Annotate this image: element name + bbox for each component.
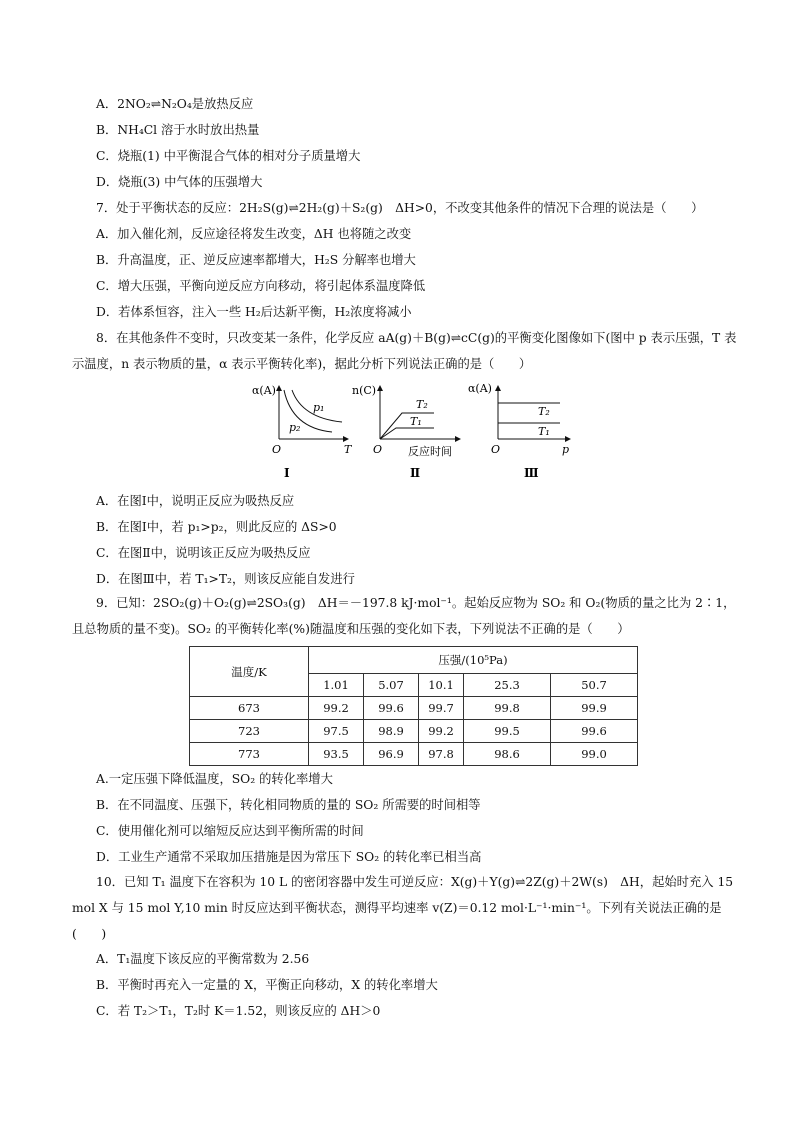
q7-stem: 7．处于平衡状态的反应：2H₂S(g)⇌2H₂(g)＋S₂(g) ΔH>0，不改变其他条件的情况下合理的说法是（ ） — [96, 201, 704, 215]
q9-option-b: B．在不同温度、压强下，转化相同物质的量的 SO₂ 所需要的时间相等 — [96, 798, 481, 812]
graph-1-label-p1: p₁ — [313, 401, 325, 414]
table-cell: 99.7 — [419, 697, 464, 720]
table-cell: 99.6 — [364, 697, 419, 720]
graph-2-ylabel: n(C) — [352, 384, 377, 397]
table-pressure-col: 10.1 — [419, 674, 464, 697]
graph-2-caption: Ⅱ — [410, 466, 421, 478]
table-cell: 97.5 — [309, 720, 364, 743]
graph-1-caption: Ⅰ — [284, 466, 290, 478]
table-cell: 97.8 — [419, 743, 464, 766]
q7-option-d: D．若体系恒容，注入一些 H₂后达新平衡，H₂浓度将减小 — [96, 305, 412, 319]
graph-1-ylabel: α(A) — [252, 384, 276, 397]
table-cell-temp: 773 — [190, 743, 309, 766]
table-pressure-col: 25.3 — [464, 674, 551, 697]
q9-option-d: D．工业生产通常不采取加压措施是因为常压下 SO₂ 的转化率已相当高 — [96, 850, 482, 864]
q6-option-c: C．烧瓶(1) 中平衡混合气体的相对分子质量增大 — [96, 149, 361, 163]
graph-3-label-t1: T₁ — [538, 425, 550, 438]
q8-stem: 8．在其他条件不变时，只改变某一条件，化学反应 aA(g)＋B(g)⇌cC(g)的平衡变化图像如下(图中 p 表示压强，T 表示温度，n 表示物质的量，α 表示平衡转化率)，据此分析下列说法正确的是（ ） — [72, 331, 737, 371]
table-row — [190, 743, 638, 766]
table-cell: 99.6 — [551, 720, 638, 743]
table-cell: 96.9 — [364, 743, 419, 766]
q7-option-a: A．加入催化剂，反应途径将发生改变，ΔH 也将随之改变 — [96, 227, 412, 241]
q9-stem: 9．已知：2SO₂(g)＋O₂(g)⇌2SO₃(g) ΔH＝－197.8 kJ·mol⁻¹。起始反应物为 SO₂ 和 O₂(物质的量之比为 2∶1，且总物质的量不变)。SO₂ 的平衡转化率(%)随温度和压强的变化如下表，下列说法不正确的是（ ） — [72, 596, 736, 636]
table-pressure-header: 压强/(10⁵Pa) — [309, 647, 638, 674]
q6-option-b: B．NH₄Cl 溶于水时放出热量 — [96, 123, 260, 137]
q10-stem: 10．已知 T₁ 温度下在容积为 10 L 的密闭容器中发生可逆反应：X(g)＋Y(g)⇌2Z(g)＋2W(s) ΔH，起始时充入 15 mol X 与 15 mol Y,10 min 时反应达到平衡状态，测得平均速率 v(Z)＝0.12 mol·L⁻¹·min⁻¹。下列有关说法正确的是( ) — [72, 875, 734, 941]
graph-1-xlabel: T — [344, 443, 352, 456]
q7-option-c: C．增大压强，平衡向逆反应方向移动，将引起体系温度降低 — [96, 279, 426, 293]
graph-2-origin: O — [373, 443, 383, 456]
table-temp-header: 温度/K — [190, 647, 309, 697]
graph-3 — [466, 380, 576, 478]
graph-2-label-t2: T₂ — [416, 398, 428, 411]
graph-2-line-t2 — [380, 413, 434, 439]
table-cell: 98.6 — [464, 743, 551, 766]
table-cell: 99.9 — [551, 697, 638, 720]
conversion-table — [189, 646, 638, 766]
table-row — [190, 697, 638, 720]
q6-option-a: A．2NO₂⇌N₂O₄是放热反应 — [96, 97, 254, 111]
table-cell-temp: 673 — [190, 697, 309, 720]
table-pressure-col: 5.07 — [364, 674, 419, 697]
graph-1-label-p2: p₂ — [289, 421, 301, 434]
graph-3-xlabel: p — [562, 443, 570, 456]
table-pressure-col: 1.01 — [309, 674, 364, 697]
graph-3-label-t2: T₂ — [538, 405, 550, 418]
graph-2-xlabel: 反应时间 — [408, 445, 452, 458]
table-cell: 93.5 — [309, 743, 364, 766]
q10-option-c: C．若 T₂＞T₁，T₂时 K＝1.52，则该反应的 ΔH＞0 — [96, 1004, 381, 1018]
graph-1 — [250, 380, 360, 478]
q8-option-c: C．在图Ⅱ中，说明该正反应为吸热反应 — [96, 546, 311, 560]
graph-3-origin: O — [491, 443, 501, 456]
table-cell: 99.2 — [309, 697, 364, 720]
table-cell-temp: 723 — [190, 720, 309, 743]
table-cell: 99.5 — [464, 720, 551, 743]
q8-option-b: B．在图Ⅰ中，若 p₁>p₂，则此反应的 ΔS>0 — [96, 520, 337, 534]
q6-option-d: D．烧瓶(3) 中气体的压强增大 — [96, 175, 263, 189]
q9-option-c: C．使用催化剂可以缩短反应达到平衡所需的时间 — [96, 824, 364, 838]
q10-option-b: B．平衡时再充入一定量的 X，平衡正向移动，X 的转化率增大 — [96, 978, 438, 992]
table-row — [190, 720, 638, 743]
graph-2-label-t1: T₁ — [410, 415, 422, 428]
table-pressure-col: 50.7 — [551, 674, 638, 697]
graph-2 — [350, 380, 470, 478]
graph-3-caption: Ⅲ — [524, 466, 539, 478]
q9-option-a: A.一定压强下降低温度，SO₂ 的转化率增大 — [96, 772, 333, 786]
table-cell: 98.9 — [364, 720, 419, 743]
table-cell: 99.8 — [464, 697, 551, 720]
table-cell: 99.2 — [419, 720, 464, 743]
graph-3-ylabel: α(A) — [468, 382, 492, 395]
q8-option-a: A．在图Ⅰ中，说明正反应为吸热反应 — [96, 494, 295, 508]
q8-option-d: D．在图Ⅲ中，若 T₁>T₂，则该反应能自发进行 — [96, 572, 355, 586]
table-cell: 99.0 — [551, 743, 638, 766]
graph-1-origin: O — [272, 443, 282, 456]
q10-option-a: A．T₁温度下该反应的平衡常数为 2.56 — [96, 952, 310, 966]
q7-option-b: B．升高温度，正、逆反应速率都增大，H₂S 分解率也增大 — [96, 253, 416, 267]
